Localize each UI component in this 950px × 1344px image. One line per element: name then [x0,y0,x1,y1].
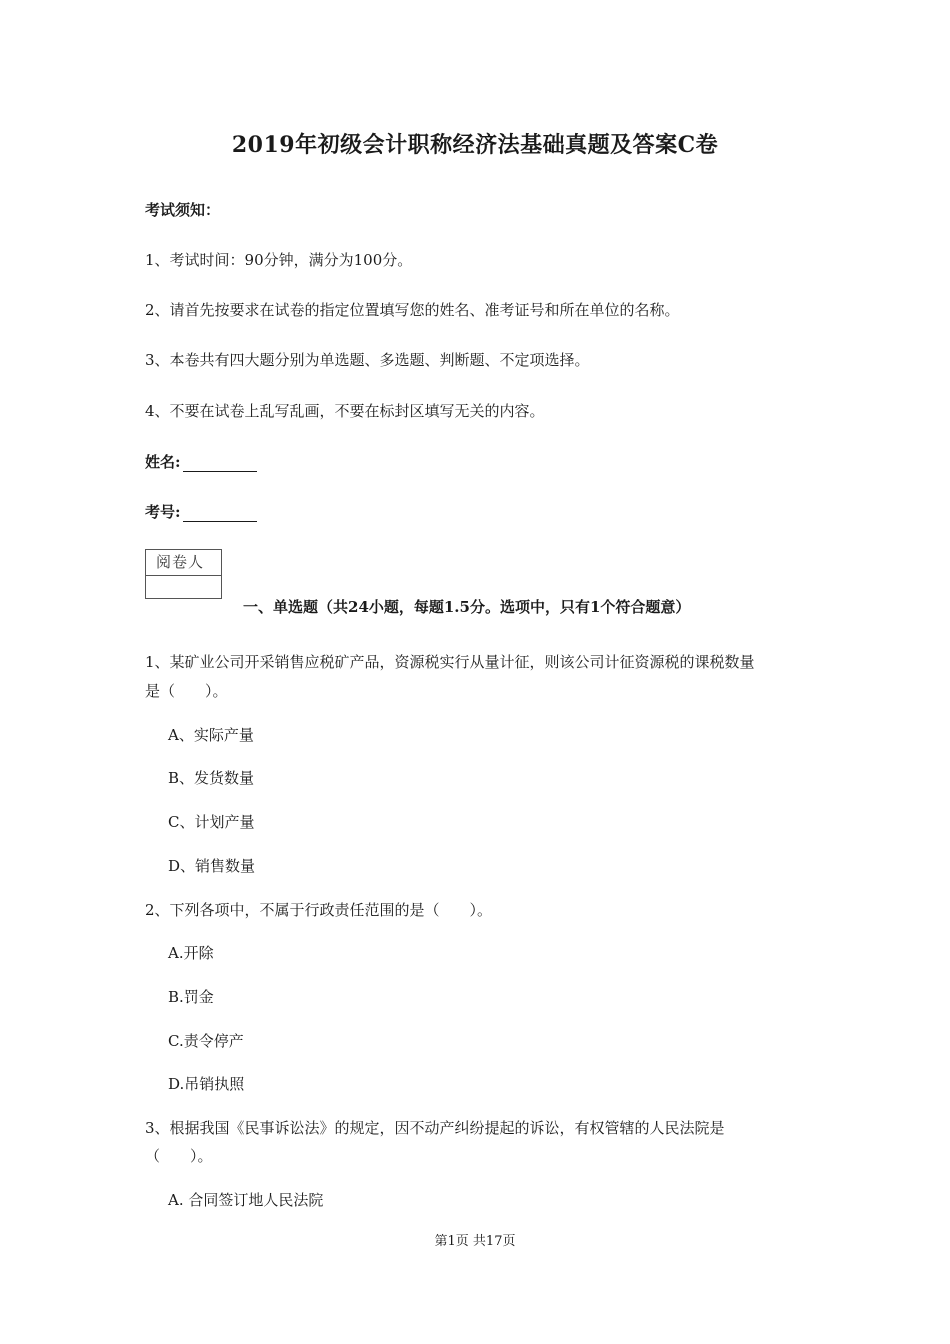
option-a: A. 合同签订地人民法院 [168,1191,324,1209]
question-stem: 3、根据我国《民事诉讼法》的规定，因不动产纠纷提起的诉讼，有权管辖的人民法院是 [145,1119,725,1137]
grader-label: 阅卷人 [146,550,221,576]
question-stem: 1、某矿业公司开采销售应税矿产品，资源税实行从量计征，则该公司计征资源税的课税数量 [145,653,755,671]
notice-item: 4、不要在试卷上乱写乱画，不要在标封区填写无关的内容。 [145,402,545,420]
option-c: C.责令停产 [168,1032,244,1050]
option-b: B.罚金 [168,988,214,1006]
notice-item: 1、考试时间：90分钟，满分为100分。 [145,251,413,269]
question-stem: 是（ ）。 [145,682,228,700]
notice-heading: 考试须知： [145,201,221,219]
page-footer: 第1页 共17页 [434,1234,516,1249]
option-d: D.吊销执照 [168,1075,245,1093]
option-b: B、发货数量 [168,769,255,787]
notice-item: 3、本卷共有四大题分别为单选题、多选题、判断题、不定项选择。 [145,351,590,369]
page-title: 2019年初级会计职称经济法基础真题及答案C卷 [231,132,719,158]
section-heading: 一、单选题（共24小题，每题1.5分。选项中，只有1个符合题意） [243,598,691,616]
option-a: A.开除 [168,944,214,962]
name-label: 姓名: [145,453,181,471]
id-label: 考号: [145,503,181,521]
grader-box [145,549,222,599]
question-stem: 2、下列各项中，不属于行政责任范围的是（ ）。 [145,901,493,919]
id-field [145,502,257,522]
option-c: C、计划产量 [168,813,255,831]
id-blank [183,505,257,522]
option-d: D、销售数量 [168,857,256,875]
notice-item: 2、请首先按要求在试卷的指定位置填写您的姓名、准考证号和所在单位的名称。 [145,301,680,319]
name-blank [183,455,257,472]
name-field [145,452,257,472]
option-a: A、实际产量 [168,726,254,744]
question-stem: （ ）。 [145,1147,213,1165]
